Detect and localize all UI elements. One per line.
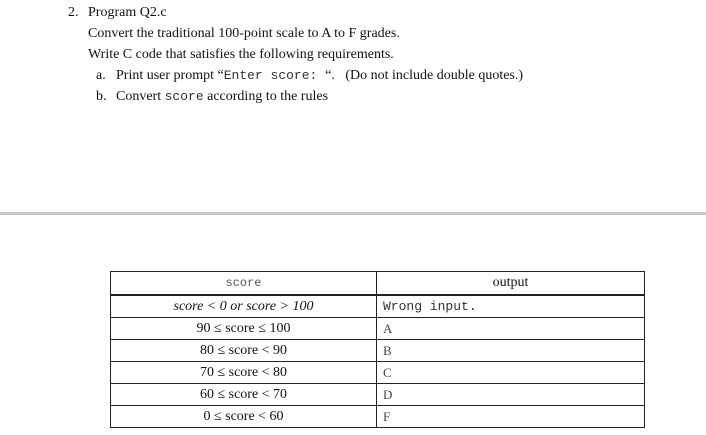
output-cell: Wrong input. xyxy=(377,295,645,318)
question-title: Program Q2.c xyxy=(88,5,167,20)
grade-conversion-table xyxy=(110,271,645,428)
header-score: score xyxy=(111,272,377,296)
instruction-line-1: Convert the traditional 100-point scale to A to F grades. xyxy=(88,26,400,41)
table-row xyxy=(111,340,645,362)
question-number: 2. xyxy=(68,5,79,20)
requirement-b-text-before: Convert xyxy=(116,89,165,104)
condition-cell: 0 ≤ score < 60 xyxy=(111,406,377,428)
requirement-b xyxy=(96,88,328,105)
output-cell: A xyxy=(377,318,645,340)
table-header-row xyxy=(111,272,645,296)
requirement-b-code: score xyxy=(164,89,204,104)
requirement-a xyxy=(96,67,523,84)
requirement-b-text-after: according to the rules xyxy=(203,89,329,104)
condition-cell: score < 0 or score > 100 xyxy=(111,295,377,318)
condition-cell: 80 ≤ score < 90 xyxy=(111,340,377,362)
table-row xyxy=(111,318,645,340)
requirement-b-marker: b. xyxy=(96,89,107,104)
instruction-line-2: Write C code that satisfies the following requirements. xyxy=(88,47,394,62)
condition-cell: 70 ≤ score < 80 xyxy=(111,362,377,384)
output-cell: D xyxy=(377,384,645,406)
table-row xyxy=(111,362,645,384)
output-cell: F xyxy=(377,406,645,428)
condition-cell: 90 ≤ score ≤ 100 xyxy=(111,318,377,340)
section-divider xyxy=(0,212,706,215)
table-row xyxy=(111,384,645,406)
table-row xyxy=(111,295,645,318)
requirement-a-code: Enter score: xyxy=(223,68,326,83)
table-row xyxy=(111,406,645,428)
requirement-a-text-after: “. (Do not include double quotes.) xyxy=(325,68,524,83)
condition-cell: 60 ≤ score < 70 xyxy=(111,384,377,406)
output-cell: B xyxy=(377,340,645,362)
header-output: output xyxy=(377,272,645,296)
requirement-a-text-before: Print user prompt “ xyxy=(116,68,224,83)
requirement-a-marker: a. xyxy=(96,68,106,83)
output-cell: C xyxy=(377,362,645,384)
